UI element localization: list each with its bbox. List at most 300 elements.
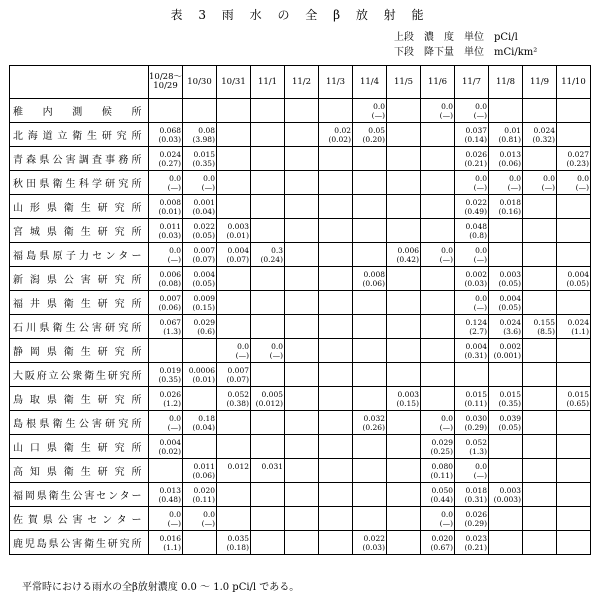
concentration-value: 0.022 (363, 533, 385, 543)
value-cell (149, 267, 183, 291)
value-cell (455, 171, 489, 195)
value-cell (455, 219, 489, 243)
deposition-value: (—) (201, 518, 215, 528)
value-cell (523, 435, 557, 459)
deposition-value: (0.81) (498, 134, 521, 144)
value-cell (251, 339, 285, 363)
value-cell (183, 411, 217, 435)
value-cell (353, 531, 387, 555)
deposition-value: (0.44) (430, 494, 453, 504)
value-cell (285, 291, 319, 315)
value-cell (183, 363, 217, 387)
value-cell (285, 195, 319, 219)
value-cell (421, 315, 455, 339)
concentration-value: 0.024 (499, 317, 521, 327)
value-cell (523, 219, 557, 243)
value-cell (557, 363, 591, 387)
deposition-value: (—) (439, 110, 453, 120)
value-cell (285, 435, 319, 459)
deposition-value: (3.6) (503, 326, 521, 336)
concentration-value: 0.024 (567, 317, 589, 327)
value-cell (557, 195, 591, 219)
value-cell (557, 459, 591, 483)
value-cell (251, 291, 285, 315)
concentration-value: 0.002 (499, 341, 521, 351)
value-cell (251, 459, 285, 483)
site-name: 島根県衛生公害研究所 (10, 411, 149, 435)
value-cell (387, 315, 421, 339)
value-cell (523, 387, 557, 411)
deposition-value: (0.35) (158, 374, 181, 384)
value-cell (557, 315, 591, 339)
date-header: 11/9 (523, 66, 557, 99)
value-cell (557, 291, 591, 315)
value-cell (217, 339, 251, 363)
deposition-value: (0.42) (396, 254, 419, 264)
value-cell (183, 459, 217, 483)
value-cell (353, 243, 387, 267)
value-cell (523, 171, 557, 195)
deposition-value: (—) (439, 518, 453, 528)
value-cell (217, 363, 251, 387)
deposition-value: (0.35) (192, 158, 215, 168)
concentration-value: 0.026 (465, 149, 487, 159)
value-cell (523, 243, 557, 267)
value-cell (557, 123, 591, 147)
value-cell (251, 411, 285, 435)
value-cell (455, 99, 489, 123)
corner-cell (10, 66, 149, 99)
deposition-value: (0.11) (192, 494, 215, 504)
value-cell (285, 123, 319, 147)
value-cell (183, 219, 217, 243)
concentration-value: 0.0 (169, 173, 181, 183)
value-cell (251, 483, 285, 507)
value-cell (387, 459, 421, 483)
concentration-value: 0.027 (567, 149, 589, 159)
value-cell (285, 147, 319, 171)
value-cell (523, 147, 557, 171)
value-cell (353, 387, 387, 411)
value-cell (251, 123, 285, 147)
value-cell (319, 459, 353, 483)
concentration-value: 0.0 (237, 341, 249, 351)
value-cell (149, 123, 183, 147)
value-cell (489, 147, 523, 171)
value-cell (149, 315, 183, 339)
value-cell (353, 435, 387, 459)
deposition-value: (0.02) (328, 134, 351, 144)
concentration-value: 0.0 (203, 173, 215, 183)
value-cell (353, 195, 387, 219)
concentration-value: 0.0 (373, 101, 385, 111)
value-cell (353, 291, 387, 315)
value-cell (319, 243, 353, 267)
value-cell (523, 315, 557, 339)
value-cell (455, 483, 489, 507)
concentration-value: 0.002 (465, 269, 487, 279)
value-cell (387, 171, 421, 195)
value-cell (319, 435, 353, 459)
site-name: 静岡県衛生研究所 (10, 339, 149, 363)
deposition-value: (—) (473, 302, 487, 312)
deposition-value: (0.03) (158, 134, 181, 144)
value-cell (149, 459, 183, 483)
concentration-value: 0.01 (504, 125, 521, 135)
value-cell (319, 123, 353, 147)
value-cell (183, 531, 217, 555)
concentration-value: 0.02 (334, 125, 351, 135)
value-cell (319, 315, 353, 339)
value-cell (353, 507, 387, 531)
value-cell (523, 507, 557, 531)
date-header: 11/3 (319, 66, 353, 99)
concentration-value: 0.015 (193, 149, 215, 159)
deposition-value: (0.05) (498, 422, 521, 432)
value-cell (523, 99, 557, 123)
value-cell (319, 195, 353, 219)
value-cell (421, 387, 455, 411)
value-cell (251, 195, 285, 219)
concentration-value: 0.024 (533, 125, 555, 135)
deposition-value: (0.05) (566, 278, 589, 288)
value-cell (319, 267, 353, 291)
concentration-value: 0.004 (159, 437, 181, 447)
value-cell (455, 123, 489, 147)
deposition-value: (0.03) (362, 542, 385, 552)
concentration-value: 0.024 (159, 149, 181, 159)
concentration-value: 0.004 (567, 269, 589, 279)
value-cell (353, 459, 387, 483)
value-cell (319, 387, 353, 411)
deposition-value: (0.05) (192, 230, 215, 240)
deposition-value: (—) (167, 254, 181, 264)
table-row (10, 483, 591, 507)
value-cell (183, 387, 217, 411)
value-cell (353, 219, 387, 243)
deposition-value: (0.11) (430, 470, 453, 480)
value-cell (353, 123, 387, 147)
value-cell (149, 195, 183, 219)
value-cell (455, 315, 489, 339)
deposition-value: (0.001) (493, 350, 521, 360)
concentration-value: 0.08 (198, 125, 215, 135)
concentration-value: 0.004 (227, 245, 249, 255)
value-cell (217, 99, 251, 123)
legend-lower: 下段 降下量 単位 mCi/km² (394, 47, 538, 58)
date-header: 11/5 (387, 66, 421, 99)
value-cell (183, 195, 217, 219)
value-cell (353, 483, 387, 507)
value-cell (285, 483, 319, 507)
value-cell (489, 243, 523, 267)
concentration-value: 0.013 (159, 485, 181, 495)
value-cell (319, 219, 353, 243)
concentration-value: 0.004 (193, 269, 215, 279)
deposition-value: (0.38) (226, 398, 249, 408)
site-name: 北海道立衛生研究所 (10, 123, 149, 147)
value-cell (251, 435, 285, 459)
value-cell (251, 171, 285, 195)
value-cell (217, 219, 251, 243)
deposition-value: (0.06) (362, 278, 385, 288)
value-cell (489, 219, 523, 243)
value-cell (149, 99, 183, 123)
concentration-value: 0.067 (159, 317, 181, 327)
concentration-value: 0.015 (465, 389, 487, 399)
value-cell (489, 411, 523, 435)
value-cell (421, 459, 455, 483)
deposition-value: (—) (473, 182, 487, 192)
date-header: 11/4 (353, 66, 387, 99)
site-name: 宮城県衛生研究所 (10, 219, 149, 243)
site-name: 福島県原子力センター (10, 243, 149, 267)
value-cell (523, 363, 557, 387)
value-cell (523, 483, 557, 507)
concentration-value: 0.011 (159, 221, 181, 231)
value-cell (421, 267, 455, 291)
concentration-value: 0.029 (193, 317, 215, 327)
deposition-value: (0.08) (158, 278, 181, 288)
value-cell (183, 171, 217, 195)
deposition-value: (—) (371, 110, 385, 120)
table-row (10, 147, 591, 171)
date-header: 11/1 (251, 66, 285, 99)
value-cell (387, 219, 421, 243)
concentration-value: 0.0 (271, 341, 283, 351)
value-cell (319, 411, 353, 435)
value-cell (455, 339, 489, 363)
deposition-value: (0.02) (158, 446, 181, 456)
deposition-value: (1.3) (469, 446, 487, 456)
value-cell (285, 363, 319, 387)
value-cell (557, 435, 591, 459)
value-cell (421, 483, 455, 507)
deposition-value: (0.012) (255, 398, 283, 408)
concentration-value: 0.013 (499, 149, 521, 159)
concentration-value: 0.031 (261, 461, 283, 471)
concentration-value: 0.007 (159, 293, 181, 303)
table-row (10, 171, 591, 195)
concentration-value: 0.020 (193, 485, 215, 495)
site-name: 福岡県衛生公害センター (10, 483, 149, 507)
deposition-value: (0.06) (158, 302, 181, 312)
value-cell (285, 387, 319, 411)
deposition-value: (—) (473, 254, 487, 264)
concentration-value: 0.029 (431, 437, 453, 447)
value-cell (183, 315, 217, 339)
value-cell (353, 171, 387, 195)
concentration-value: 0.022 (193, 221, 215, 231)
value-cell (149, 291, 183, 315)
value-cell (149, 435, 183, 459)
deposition-value: (0.25) (430, 446, 453, 456)
date-header: 10/28〜10/29 (149, 66, 183, 99)
deposition-value: (0.31) (464, 350, 487, 360)
value-cell (183, 123, 217, 147)
deposition-value: (0.15) (192, 302, 215, 312)
value-cell (387, 123, 421, 147)
concentration-value: 0.0 (475, 293, 487, 303)
value-cell (217, 435, 251, 459)
value-cell (557, 483, 591, 507)
concentration-value: 0.012 (227, 461, 249, 471)
concentration-value: 0.005 (261, 389, 283, 399)
value-cell (387, 147, 421, 171)
table-title: 表 3 雨 水 の 全 β 放 射 能 (170, 8, 430, 22)
deposition-value: (0.23) (566, 158, 589, 168)
concentration-value: 0.039 (499, 413, 521, 423)
value-cell (149, 387, 183, 411)
value-cell (557, 267, 591, 291)
site-name: 新潟県公害研究所 (10, 267, 149, 291)
value-cell (353, 411, 387, 435)
concentration-value: 0.0 (475, 245, 487, 255)
table-row (10, 291, 591, 315)
value-cell (523, 339, 557, 363)
concentration-value: 0.0 (441, 101, 453, 111)
value-cell (217, 171, 251, 195)
footnote: 平常時における雨水の全β放射濃度 0.0 ～ 1.0 pCi/l である。 (22, 582, 300, 593)
concentration-value: 0.026 (159, 389, 181, 399)
value-cell (319, 531, 353, 555)
concentration-value: 0.018 (465, 485, 487, 495)
value-cell (149, 363, 183, 387)
concentration-value: 0.0 (577, 173, 589, 183)
value-cell (353, 363, 387, 387)
value-cell (251, 147, 285, 171)
table-row (10, 123, 591, 147)
value-cell (557, 171, 591, 195)
value-cell (489, 171, 523, 195)
concentration-value: 0.052 (227, 389, 249, 399)
deposition-value: (0.05) (192, 278, 215, 288)
concentration-value: 0.006 (397, 245, 419, 255)
concentration-value: 0.030 (465, 413, 487, 423)
concentration-value: 0.007 (227, 365, 249, 375)
deposition-value: (—) (235, 350, 249, 360)
value-cell (523, 195, 557, 219)
value-cell (319, 171, 353, 195)
deposition-value: (0.05) (498, 302, 521, 312)
value-cell (285, 267, 319, 291)
deposition-value: (0.29) (464, 422, 487, 432)
deposition-value: (0.07) (226, 254, 249, 264)
value-cell (489, 459, 523, 483)
site-name: 鹿児島県公害衛生研究所 (10, 531, 149, 555)
value-cell (523, 123, 557, 147)
site-name: 山形県衛生研究所 (10, 195, 149, 219)
concentration-value: 0.019 (159, 365, 181, 375)
value-cell (183, 147, 217, 171)
table-row (10, 99, 591, 123)
deposition-value: (—) (167, 422, 181, 432)
concentration-value: 0.05 (368, 125, 385, 135)
value-cell (421, 147, 455, 171)
value-cell (217, 267, 251, 291)
value-cell (387, 339, 421, 363)
concentration-value: 0.001 (193, 197, 215, 207)
value-cell (251, 315, 285, 339)
table-row (10, 219, 591, 243)
deposition-value: (0.18) (226, 542, 249, 552)
deposition-value: (0.24) (260, 254, 283, 264)
value-cell (421, 291, 455, 315)
value-cell (489, 315, 523, 339)
deposition-value: (0.04) (192, 206, 215, 216)
value-cell (217, 195, 251, 219)
value-cell (217, 459, 251, 483)
value-cell (421, 411, 455, 435)
deposition-value: (0.65) (566, 398, 589, 408)
deposition-value: (0.21) (464, 542, 487, 552)
deposition-value: (2.7) (469, 326, 487, 336)
concentration-value: 0.155 (533, 317, 555, 327)
value-cell (285, 219, 319, 243)
concentration-value: 0.004 (465, 341, 487, 351)
value-cell (421, 339, 455, 363)
table-row (10, 339, 591, 363)
value-cell (251, 243, 285, 267)
site-name: 秋田県衛生科学研究所 (10, 171, 149, 195)
deposition-value: (1.3) (163, 326, 181, 336)
site-name: 青森県公害調査事務所 (10, 147, 149, 171)
concentration-value: 0.006 (159, 269, 181, 279)
value-cell (183, 243, 217, 267)
table-row (10, 531, 591, 555)
value-cell (251, 531, 285, 555)
table-row (10, 411, 591, 435)
value-cell (217, 291, 251, 315)
value-cell (183, 507, 217, 531)
concentration-value: 0.035 (227, 533, 249, 543)
concentration-value: 0.3 (271, 245, 283, 255)
deposition-value: (1.1) (571, 326, 589, 336)
concentration-value: 0.0006 (188, 365, 215, 375)
concentration-value: 0.003 (499, 269, 521, 279)
table-row (10, 267, 591, 291)
deposition-value: (8.5) (537, 326, 555, 336)
date-header: 11/6 (421, 66, 455, 99)
date-header: 11/2 (285, 66, 319, 99)
site-name: 大阪府立公衆衛生研究所 (10, 363, 149, 387)
concentration-value: 0.0 (475, 461, 487, 471)
value-cell (387, 99, 421, 123)
value-cell (251, 387, 285, 411)
value-cell (149, 411, 183, 435)
concentration-value: 0.015 (499, 389, 521, 399)
value-cell (421, 507, 455, 531)
concentration-value: 0.008 (363, 269, 385, 279)
value-cell (421, 195, 455, 219)
deposition-value: (0.11) (464, 398, 487, 408)
value-cell (455, 507, 489, 531)
value-cell (251, 507, 285, 531)
value-cell (387, 195, 421, 219)
deposition-value: (—) (439, 254, 453, 264)
value-cell (557, 531, 591, 555)
concentration-value: 0.0 (475, 101, 487, 111)
site-name: 山口県衛生研究所 (10, 435, 149, 459)
table-row (10, 195, 591, 219)
concentration-value: 0.0 (475, 173, 487, 183)
value-cell (421, 531, 455, 555)
site-name: 高知県衛生研究所 (10, 459, 149, 483)
value-cell (421, 435, 455, 459)
deposition-value: (0.003) (493, 494, 521, 504)
concentration-value: 0.0 (441, 245, 453, 255)
value-cell (455, 147, 489, 171)
